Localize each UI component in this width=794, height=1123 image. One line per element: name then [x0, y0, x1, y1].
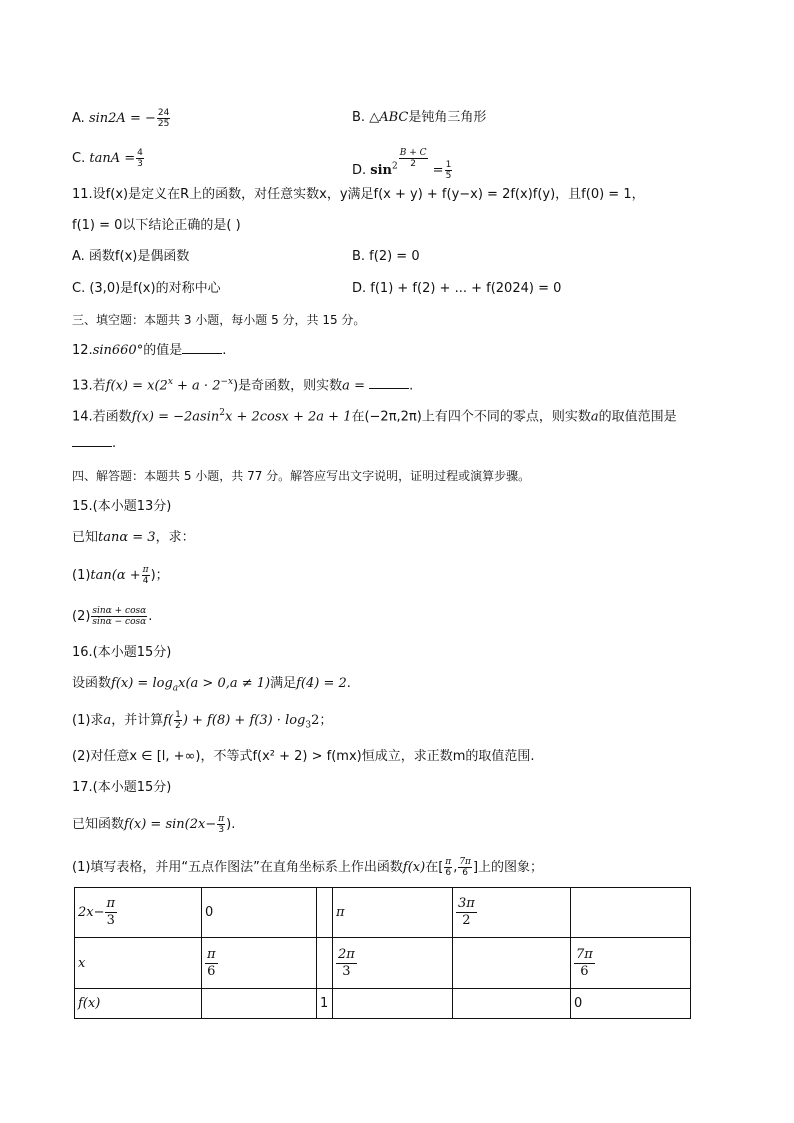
- numerator: 1: [445, 160, 452, 170]
- numerator: π: [207, 946, 216, 962]
- table-cell[interactable]: [317, 888, 333, 938]
- math-expr: ABC: [379, 110, 409, 125]
- table-cell[interactable]: 0: [202, 888, 317, 938]
- denominator: 2: [462, 913, 471, 928]
- q-text: 13.若: [72, 378, 106, 394]
- table-cell[interactable]: π: [333, 888, 453, 938]
- q-text: ,: [453, 860, 458, 875]
- q-text: (1)填写表格，并用“五点作图法”在直角坐标系上作出函数: [72, 860, 403, 875]
- q17-part1: [72, 857, 543, 878]
- denominator: 3: [218, 825, 225, 835]
- fraction: [142, 565, 150, 586]
- math-expr: + a · 2: [172, 378, 221, 394]
- q-text: 设函数: [72, 676, 112, 691]
- section-4-heading: 四、解答题：本题共 5 小题，共 77 分。解答应写出文字说明，证明过程或演算步骤。: [72, 469, 531, 483]
- q15-title: 15.(本小题13分): [72, 499, 172, 514]
- q15-part1: [72, 565, 169, 586]
- table-cell: x: [75, 938, 202, 989]
- q17-given: [72, 814, 235, 835]
- denominator: 2: [410, 159, 416, 169]
- q-text: 14.若函数: [72, 409, 132, 425]
- part-number: (1): [72, 568, 91, 583]
- q-text: 已知: [72, 530, 99, 545]
- math-expr: x + 2cosx + 2a + 1: [224, 409, 352, 425]
- numerator: B + C: [399, 148, 427, 158]
- q10-option-d: [352, 148, 453, 181]
- numerator: 7π: [576, 946, 593, 962]
- q16-given: [72, 674, 351, 699]
- fraction: [444, 857, 452, 878]
- fraction: [456, 896, 477, 929]
- math-expr: sin660°: [92, 343, 144, 358]
- math-expr: f(x) = log: [111, 676, 173, 691]
- q13: [72, 372, 413, 396]
- math-expr: x(a > 0,a ≠ 1): [178, 676, 271, 691]
- five-point-table: [74, 887, 691, 1019]
- denominator: 4: [142, 576, 149, 586]
- q10-option-c: [72, 148, 145, 169]
- numerator: 7π: [459, 857, 471, 867]
- math-expr: ) + f(8) + f(3) · log: [182, 713, 306, 728]
- fraction: [458, 857, 472, 878]
- table-cell[interactable]: [202, 989, 317, 1019]
- math-expr: f(x): [402, 860, 426, 875]
- math-expr: f(x) = −2asin: [131, 409, 220, 425]
- q10-option-a: [72, 108, 171, 129]
- denominator: sinα − cosα: [92, 617, 147, 627]
- q11-stem-line2: f(1) = 0以下结论正确的是( ): [72, 218, 241, 233]
- q-text: .: [222, 343, 227, 358]
- math-expr: tanα = 3: [98, 530, 156, 545]
- numerator: 3π: [458, 896, 475, 911]
- q-text: .: [346, 676, 351, 691]
- table-cell[interactable]: [453, 888, 571, 938]
- fraction: [217, 814, 225, 835]
- math-expr: 2x−: [78, 905, 105, 920]
- numerator: π: [445, 857, 452, 867]
- q-text: )；: [150, 568, 169, 583]
- answer-blank[interactable]: [182, 341, 222, 354]
- q-text: ).: [226, 817, 236, 832]
- fraction: [574, 947, 595, 980]
- triangle-symbol: △: [369, 110, 380, 125]
- fraction: [105, 896, 118, 929]
- table-row: [75, 989, 691, 1019]
- math-var: a: [103, 713, 112, 728]
- math-expr: tanA: [89, 151, 121, 166]
- q11-option-b: B. f(2) = 0: [352, 249, 420, 264]
- table-cell[interactable]: 0: [571, 989, 691, 1019]
- answer-blank[interactable]: [369, 376, 409, 389]
- q-text: 的值是: [143, 343, 183, 358]
- table-cell[interactable]: 1: [317, 989, 333, 1019]
- q11-option-c: C. (3,0)是f(x)的对称中心: [72, 281, 221, 296]
- q-text: .: [148, 609, 153, 624]
- q10-option-b: [352, 108, 486, 128]
- math-expr: f(x) = sin(2x−: [124, 817, 217, 832]
- numerator: 2π: [338, 946, 355, 962]
- math-op: =: [124, 151, 136, 166]
- q-text: 的取值范围是: [598, 409, 677, 425]
- q-text: 已知函数: [72, 817, 125, 832]
- denominator: 3: [137, 159, 143, 169]
- q-number: 12.: [72, 343, 93, 358]
- table-cell: f(x): [75, 989, 202, 1019]
- math-expr: tan(α +: [90, 568, 141, 583]
- fraction: [205, 947, 218, 980]
- q-text: ，求：: [155, 530, 195, 545]
- denominator: 6: [580, 963, 589, 979]
- subscript: a: [172, 683, 179, 694]
- fraction: [174, 710, 182, 731]
- exponent: 2: [219, 408, 225, 418]
- q-text: (1)求: [72, 713, 104, 728]
- table-row: [75, 938, 691, 989]
- denominator: 2: [175, 721, 181, 731]
- q-text: 在(−2π,2π)上有四个不同的零点，则实数: [351, 409, 591, 425]
- q-text: 满足: [270, 676, 297, 691]
- numerator: π: [218, 814, 225, 824]
- numerator: 24: [157, 108, 170, 118]
- exponent: 2: [392, 161, 398, 172]
- option-text: 是钝角三角形: [408, 110, 487, 125]
- math-var: a: [342, 378, 350, 394]
- fraction: [336, 947, 357, 980]
- math-expr: f(4) = 2: [296, 676, 347, 691]
- section-3-heading: 三、填空题：本题共 3 小题，每小题 5 分，共 15 分。: [72, 313, 366, 327]
- table-cell[interactable]: [317, 938, 333, 989]
- numerator: 4: [137, 148, 143, 158]
- q-text: .: [112, 436, 117, 451]
- denominator: 3: [342, 963, 351, 979]
- q15-given: [72, 528, 195, 548]
- table-cell[interactable]: [571, 938, 691, 989]
- denominator: 3: [106, 913, 115, 928]
- math-expr: sin2A: [88, 111, 126, 126]
- q15-part2: [72, 606, 152, 627]
- option-label: B.: [352, 110, 366, 125]
- table-cell: [75, 888, 202, 938]
- option-label: C.: [72, 151, 86, 166]
- q17-title: 17.(本小题15分): [72, 780, 172, 795]
- q11-option-a: A. 函数f(x)是偶函数: [72, 249, 190, 264]
- fraction: [157, 108, 170, 129]
- q-text: )是奇函数，则实数: [233, 378, 343, 394]
- math-op: = −: [129, 111, 156, 126]
- math-op: =: [349, 378, 370, 394]
- q12: [72, 341, 226, 361]
- numerator: 1: [175, 710, 181, 720]
- part-number: (2): [72, 609, 91, 624]
- answer-blank[interactable]: [72, 434, 112, 447]
- q16-title: 16.(本小题15分): [72, 645, 172, 660]
- option-label: D.: [352, 163, 367, 178]
- math-expr: f(x) = x(2: [105, 378, 168, 394]
- numerator: sinα + cosα: [92, 606, 147, 616]
- table-cell[interactable]: [333, 989, 453, 1019]
- numerator: π: [106, 896, 116, 911]
- q11-stem-line1: 11.设f(x)是定义在R上的函数，对任意实数x，y满足f(x + y) + f(y−x) = 2f(x)f(y)，且f(0) = 1，: [72, 187, 645, 202]
- numerator: π: [142, 565, 149, 575]
- q14-line1: [72, 403, 677, 427]
- fraction: [136, 148, 144, 169]
- q-text: 在[: [425, 860, 444, 875]
- denominator: 6: [462, 868, 469, 878]
- option-label: A.: [72, 111, 85, 126]
- exponent: −x: [220, 377, 234, 387]
- subscript: 3: [305, 720, 312, 731]
- fraction: [399, 148, 428, 169]
- denominator: 5: [445, 171, 452, 181]
- denominator: 25: [157, 119, 170, 129]
- denominator: 6: [207, 963, 216, 979]
- math-expr: sin: [370, 163, 393, 178]
- math-expr: f(: [163, 713, 174, 728]
- exponent: x: [167, 377, 173, 387]
- q-text: ，并计算: [111, 713, 164, 728]
- fraction: [445, 160, 453, 181]
- table-cell[interactable]: [453, 989, 571, 1019]
- math-op: =: [432, 163, 444, 178]
- table-cell[interactable]: [333, 938, 453, 989]
- q-text: ]上的图象；: [472, 860, 544, 875]
- fraction: [91, 606, 147, 627]
- q16-part1: [72, 710, 332, 736]
- denominator: 6: [445, 868, 452, 878]
- q11-option-d: D. f(1) + f(2) + ... + f(2024) = 0: [352, 281, 562, 296]
- math-var: a: [590, 409, 599, 425]
- table-cell[interactable]: [453, 938, 571, 989]
- q-text: .: [409, 378, 414, 394]
- q16-part2: (2)对任意x ∈ [l, +∞)，不等式f(x² + 2) > f(mx)恒成立，求正数m的取值范围.: [72, 749, 535, 764]
- table-row: [75, 888, 691, 938]
- table-cell[interactable]: [202, 938, 317, 989]
- table-cell[interactable]: [571, 888, 691, 938]
- math-expr: 2；: [311, 713, 333, 728]
- q14-line2: [72, 434, 116, 454]
